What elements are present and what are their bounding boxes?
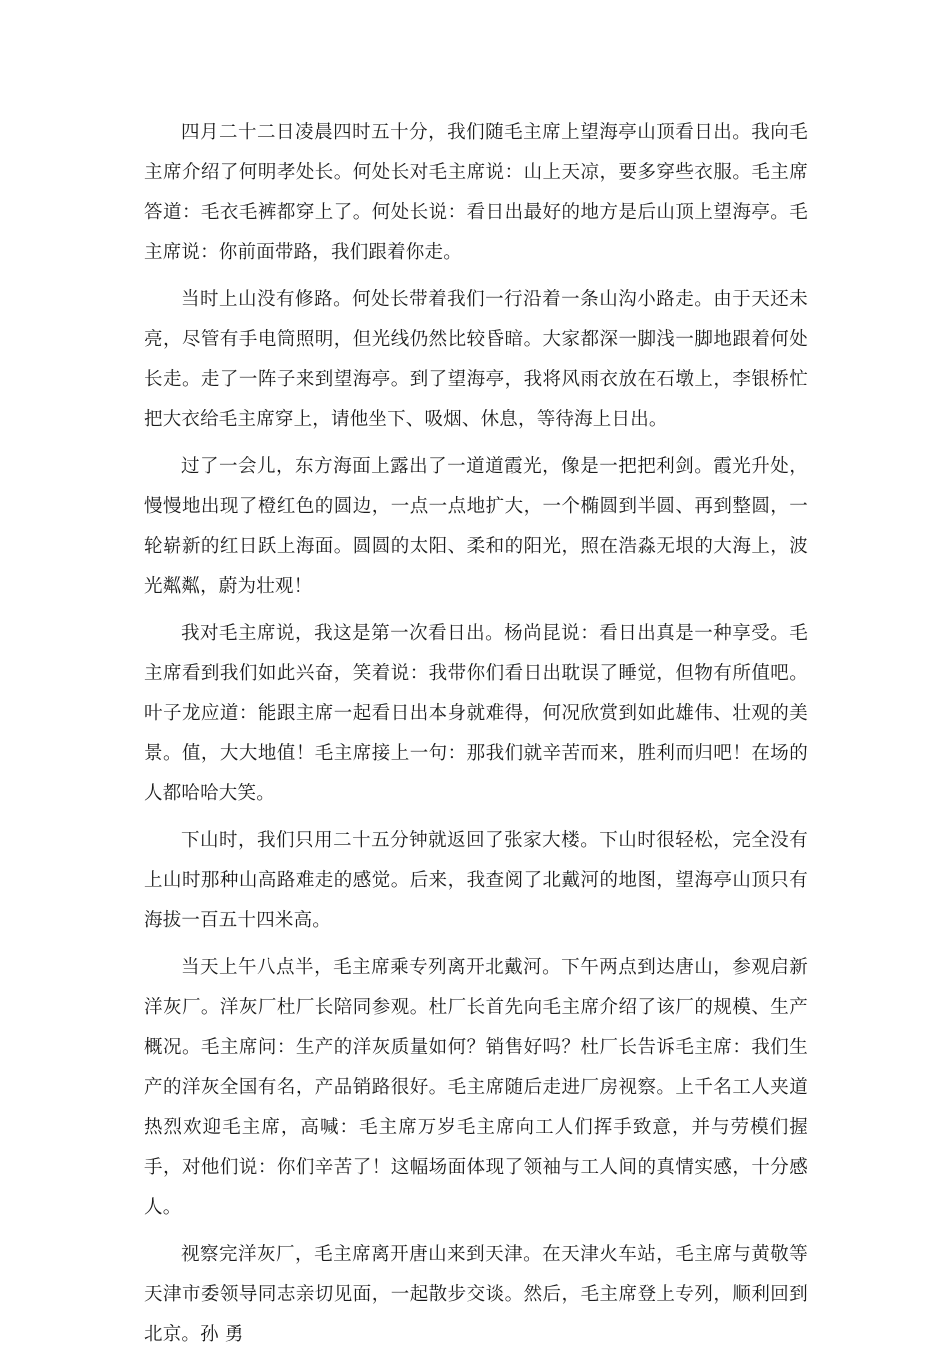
paragraph-6: 当天上午八点半，毛主席乘专列离开北戴河。下午两点到达唐山，参观启新洋灰厂。洋灰厂杜厂长陪同参观。杜厂长首先向毛主席介绍了该厂的规模、生产概况。毛主席问：生产的洋灰质量如何？销售好吗？杜厂长告诉毛主席：我们生产的洋灰全国有名，产品销路很好。毛主席随后走进厂房视察。上千名工人夹道热烈欢迎毛主席，高喊：毛主席万岁毛主席向工人们挥手致意，并与劳模们握手，对他们说：你们辛苦了！这幅场面体现了领袖与工人间的真情实感，十分感人。 xyxy=(144,957,808,1218)
paragraph-3: 过了一会儿，东方海面上露出了一道道霞光，像是一把把利剑。霞光升处，慢慢地出现了橙红色的圆边，一点一点地扩大，一个椭圆到半圆、再到整圆，一轮崭新的红日跃上海面。圆圆的太阳、柔和的阳光，照在浩淼无垠的大海上，波光粼粼，蔚为壮观！ xyxy=(144,456,808,597)
paragraph-2: 当时上山没有修路。何处长带着我们一行沿着一条山沟小路走。由于天还未亮，尽管有手电筒照明，但光线仍然比较昏暗。大家都深一脚浅一脚地跟着何处长走。走了一阵子来到望海亭。到了望海亭，我将风雨衣放在石墩上，李银桥忙把大衣给毛主席穿上，请他坐下、吸烟、休息，等待海上日出。 xyxy=(144,289,808,430)
paragraph-4: 我对毛主席说，我这是第一次看日出。杨尚昆说：看日出真是一种享受。毛主席看到我们如此兴奋，笑着说：我带你们看日出耽误了睡觉，但物有所值吧。叶子龙应道：能跟主席一起看日出本身就难得，何况欣赏到如此雄伟、壮观的美景。值，大大地值！毛主席接上一句：那我们就辛苦而来，胜利而归吧！在场的人都哈哈大笑。 xyxy=(144,623,808,804)
paragraph-1: 四月二十二日凌晨四时五十分，我们随毛主席上望海亭山顶看日出。我向毛主席介绍了何明孝处长。何处长对毛主席说：山上天凉，要多穿些衣服。毛主席答道：毛衣毛裤都穿上了。何处长说：看日出最好的地方是后山顶上望海亭。毛主席说：你前面带路，我们跟着你走。 xyxy=(144,122,808,263)
paragraph-5: 下山时，我们只用二十五分钟就返回了张家大楼。下山时很轻松，完全没有上山时那种山高路难走的感觉。后来，我查阅了北戴河的地图，望海亭山顶只有海拔一百五十四米高。 xyxy=(144,830,808,931)
document-body xyxy=(144,113,808,1362)
paragraph-7: 视察完洋灰厂，毛主席离开唐山来到天津。在天津火车站，毛主席与黄敬等天津市委领导同志亲切见面，一起散步交谈。然后，毛主席登上专列，顺利回到北京。孙 勇 xyxy=(144,1244,808,1345)
